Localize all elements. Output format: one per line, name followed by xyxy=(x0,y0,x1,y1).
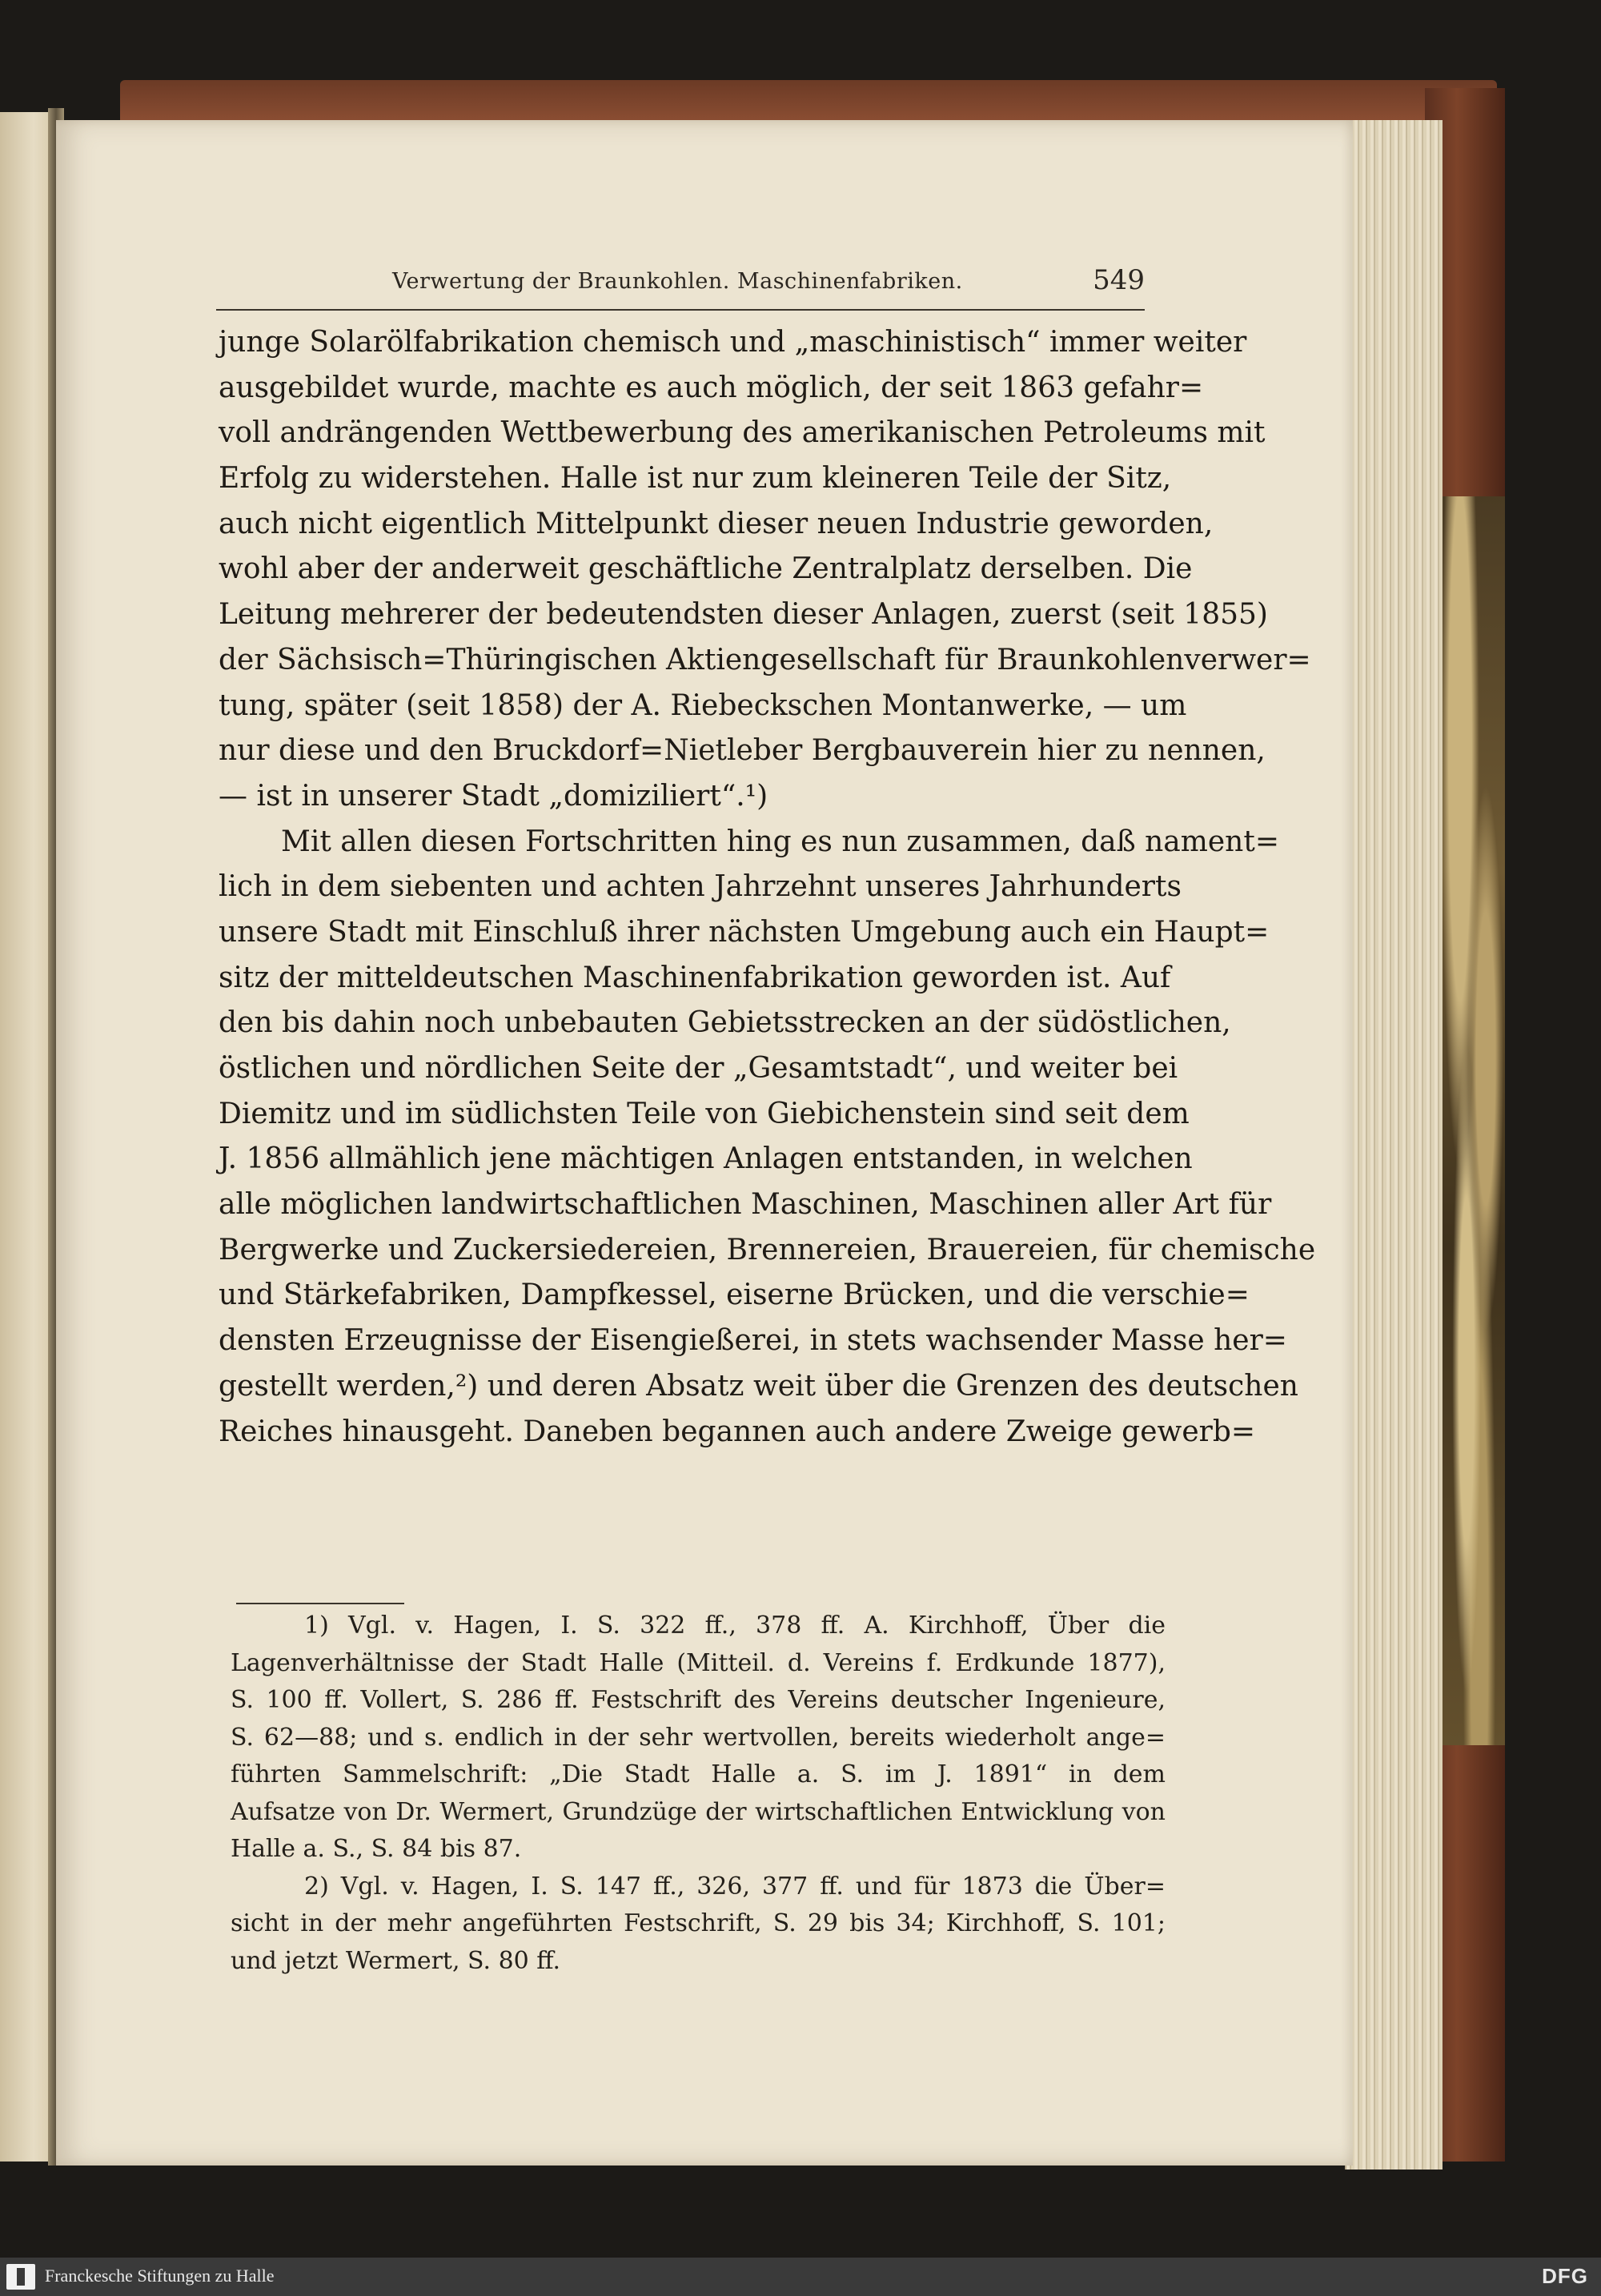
text-line: den bis dahin noch unbebauten Gebietsstrecken an der südöstlichen, xyxy=(219,1006,1231,1040)
dfg-logo: DFG xyxy=(1542,2264,1588,2288)
text-line: ausgebildet wurde, machte es auch möglich, der seit 1863 gefahr= xyxy=(219,371,1204,404)
marbled-endpaper xyxy=(1441,496,1505,1745)
text-line: auch nicht eigentlich Mittelpunkt dieser neuen Industrie geworden, xyxy=(219,507,1214,540)
text-line: Erfolg zu widerstehen. Halle ist nur zum kleineren Teile der Sitz, xyxy=(219,462,1172,496)
text-line: lich in dem siebenten und achten Jahrzehnt unseres Jahrhunderts xyxy=(219,870,1182,904)
text-line: tung, später (seit 1858) der A. Riebeckschen Montanwerke, — um xyxy=(219,688,1187,722)
footnote-line: Lagenverhältnisse der Stadt Halle (Mitteil. d. Vereins f. Erdkunde 1877), xyxy=(231,1648,1166,1677)
footnote-line: Halle a. S., S. 84 bis 87. xyxy=(231,1835,522,1863)
footnote-line: 2) Vgl. v. Hagen, I. S. 147 ff., 326, 377 ff. und für 1873 die Über= xyxy=(304,1872,1166,1901)
footnote-line: 1) Vgl. v. Hagen, I. S. 322 ff., 378 ff. A. Kirchhoff, Über die xyxy=(304,1612,1166,1640)
text-line: östlichen und nördlichen Seite der „Gesamtstadt“, und weiter bei xyxy=(219,1052,1178,1085)
footnote-line: Aufsatze von Dr. Wermert, Grundzüge der wirtschaftlichen Entwicklung von xyxy=(231,1797,1166,1826)
footnote-rule xyxy=(236,1603,404,1604)
text-line: J. 1856 allmählich jene mächtigen Anlagen entstanden, in welchen xyxy=(219,1142,1193,1176)
running-head xyxy=(216,264,1145,304)
text-line: — ist in unserer Stadt „domiziliert“.¹) xyxy=(219,779,768,813)
institution-logo-icon xyxy=(6,2264,35,2290)
text-line: Diemitz und im südlichsten Teile von Giebichenstein sind seit dem xyxy=(219,1097,1190,1130)
text-line: Leitung mehrerer der bedeutendsten dieser Anlagen, zuerst (seit 1855) xyxy=(219,598,1268,632)
footnotes xyxy=(231,1608,1166,1980)
text-line: gestellt werden,²) und deren Absatz weit über die Grenzen des deutschen xyxy=(219,1369,1298,1403)
main-text xyxy=(219,320,1316,1455)
text-line: unsere Stadt mit Einschluß ihrer nächsten Umgebung auch ein Haupt= xyxy=(219,915,1270,949)
viewer-footer xyxy=(0,2258,1601,2296)
header-rule xyxy=(216,309,1145,311)
footnote-line: sicht in der mehr angeführten Festschrift, S. 29 bis 34; Kirchhoff, S. 101; xyxy=(231,1909,1166,1937)
text-line: voll andrängenden Wettbewerbung des amerikanischen Petroleums mit xyxy=(219,416,1266,450)
book-cover-top-edge xyxy=(120,80,1497,120)
running-head-title: Verwertung der Braunkohlen. Maschinenfabriken. xyxy=(392,269,963,294)
footnote-line: S. 62—88; und s. endlich in der sehr wertvollen, bereits wiederholt ange= xyxy=(231,1723,1166,1752)
text-line: der Sächsisch=Thüringischen Aktiengesellschaft für Braunkohlenverwer= xyxy=(219,643,1311,676)
text-line: und Stärkefabriken, Dampfkessel, eiserne Brücken, und die verschie= xyxy=(219,1278,1250,1312)
text-line: Reiches hinausgeht. Daneben begannen auch andere Zweige gewerb= xyxy=(219,1415,1256,1448)
footnote-line: S. 100 ff. Vollert, S. 286 ff. Festschrift des Vereins deutscher Ingenieure, xyxy=(231,1686,1166,1714)
text-line: wohl aber der anderweit geschäftliche Zentralplatz derselben. Die xyxy=(219,552,1193,586)
book-page xyxy=(56,120,1353,2166)
page-edges xyxy=(1345,120,1443,2170)
page-number: 549 xyxy=(1093,264,1145,296)
text-line: nur diese und den Bruckdorf=Nietleber Bergbauverein hier zu nennen, xyxy=(219,734,1266,768)
text-line: junge Solarölfabrikation chemisch und „maschinistisch“ immer weiter xyxy=(219,326,1247,359)
footnote-line: und jetzt Wermert, S. 80 ff. xyxy=(231,1946,561,1975)
institution-name: Franckesche Stiftungen zu Halle xyxy=(45,2266,275,2286)
text-line: Mit allen diesen Fortschritten hing es nun zusammen, daß nament= xyxy=(281,825,1279,858)
text-line: alle möglichen landwirtschaftlichen Maschinen, Maschinen aller Art für xyxy=(219,1188,1272,1222)
text-line: densten Erzeugnisse der Eisengießerei, in stets wachsender Masse her= xyxy=(219,1324,1287,1358)
text-line: sitz der mitteldeutschen Maschinenfabrikation geworden ist. Auf xyxy=(219,961,1171,994)
footnote-line: führten Sammelschrift: „Die Stadt Halle a. S. im J. 1891“ in dem xyxy=(231,1760,1166,1788)
text-line: Bergwerke und Zuckersiedereien, Brennereien, Brauereien, für chemische xyxy=(219,1233,1316,1266)
